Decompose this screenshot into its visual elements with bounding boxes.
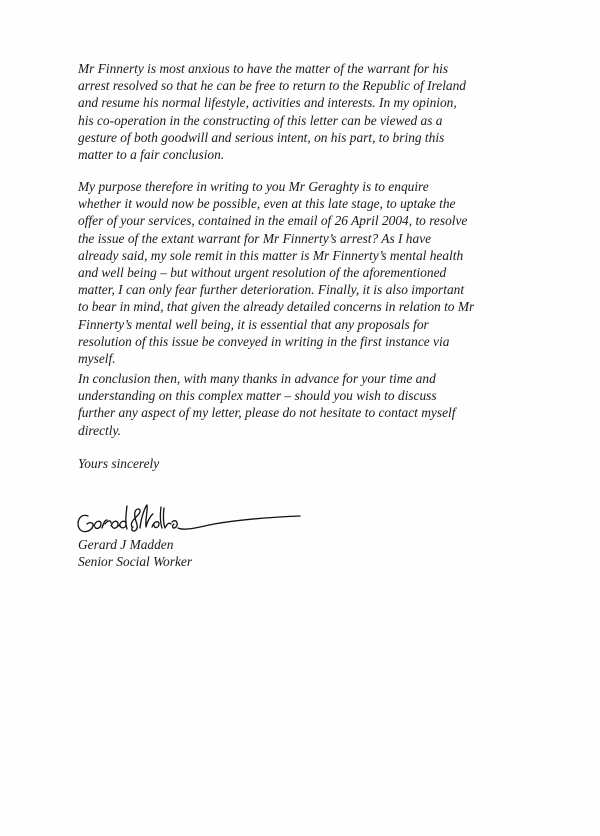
handwritten-signature (74, 500, 310, 540)
text-line: further any aspect of my letter, please do not hesitate to contact myself (78, 405, 456, 421)
text-line: already said, my sole remit in this matter is Mr Finnerty’s mental health (78, 247, 464, 263)
paragraph-warrant-anxiety (78, 60, 518, 163)
text-line: directly. (78, 422, 122, 438)
text-line: arrest resolved so that he can be free to return to the Republic of Ireland (78, 78, 466, 94)
text-line: the issue of the extant warrant for Mr Finnerty’s arrest? As I have (78, 230, 432, 246)
paragraph-conclusion (78, 370, 518, 439)
closing-salutation: Yours sincerely (78, 456, 160, 471)
text-line: his co-operation in the constructing of this letter can be viewed as a (78, 112, 443, 128)
text-line: matter to a fair conclusion. (78, 147, 225, 163)
text-line: resolution of this issue be conveyed in writing in the first instance via (78, 333, 450, 349)
text-line: gesture of both goodwill and serious intent, on his part, to bring this (78, 129, 445, 145)
text-line: to bear in mind, that given the already detailed concerns in relation to Mr (78, 299, 475, 315)
text-line: myself. (78, 351, 116, 367)
paragraph-purpose (78, 178, 518, 367)
text-line: and well being – but without urgent resolution of the aforementioned (78, 265, 447, 281)
text-line: and resume his normal lifestyle, activities and interests. In my opinion, (78, 95, 457, 111)
text-line: My purpose therefore in writing to you Mr Geraghty is to enquire (78, 179, 429, 194)
text-line: Mr Finnerty is most anxious to have the matter of the warrant for his (78, 61, 449, 76)
signer-title: Senior Social Worker (78, 554, 193, 569)
text-line: whether it would now be possible, even at this late stage, to uptake the (78, 196, 456, 212)
text-line: matter, I can only fear further deterioration. Finally, it is also important (78, 282, 465, 298)
text-line: Finnerty’s mental well being, it is essential that any proposals for (78, 316, 429, 332)
text-line: In conclusion then, with many thanks in advance for your time and (78, 371, 436, 386)
signer-name: Gerard J Madden (78, 537, 174, 552)
text-line: understanding on this complex matter – should you wish to discuss (78, 388, 437, 404)
text-line: offer of your services, contained in the email of 26 April 2004, to resolve (78, 213, 468, 229)
